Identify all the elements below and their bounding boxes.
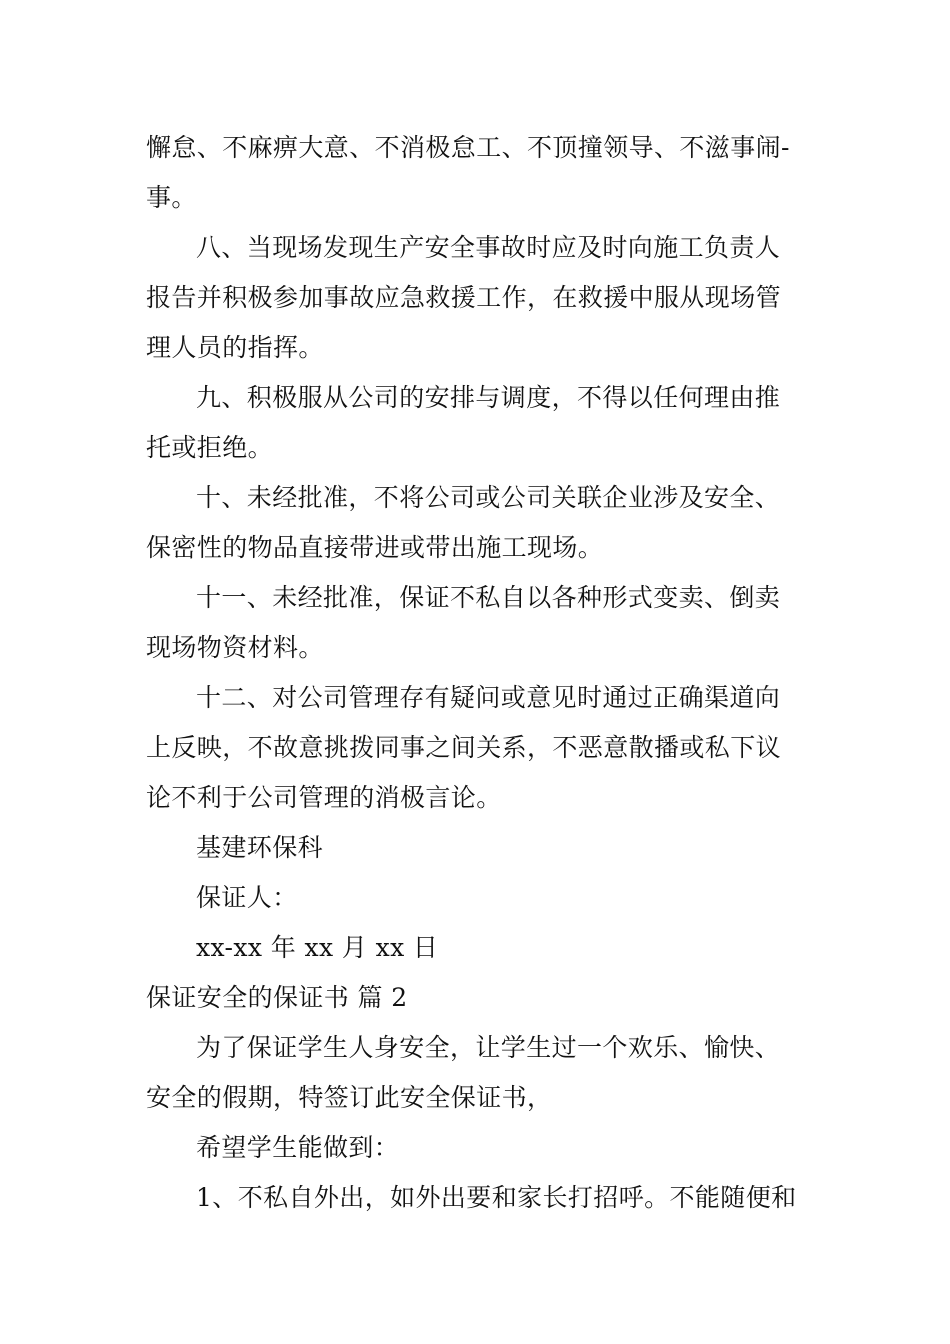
text-line: 安全的假期，特签订此安全保证书， — [146, 1083, 553, 1112]
text-line: 现场物资材料。 — [146, 633, 324, 662]
text-line: 理人员的指挥。 — [146, 333, 324, 362]
text-line: 论不利于公司管理的消极言论。 — [146, 783, 502, 812]
paragraph-item-11: 十一、未经批准，保证不私自以各种形式变卖、倒卖 — [196, 583, 781, 612]
paragraph-expectation: 希望学生能做到： — [196, 1133, 400, 1162]
paragraph-intro: 为了保证学生人身安全，让学生过一个欢乐、愉快、 — [196, 1033, 781, 1062]
paragraph-item-1: 1、不私自外出，如外出要和家长打招呼。不能随便和 — [196, 1183, 797, 1212]
paragraph-item-10: 十、未经批准，不将公司或公司关联企业涉及安全、 — [196, 483, 781, 512]
signature-department: 基建环保科 — [196, 833, 324, 862]
text-line: 报告并积极参加事故应急救援工作，在救援中服从现场管 — [146, 283, 782, 312]
signature-guarantor: 保证人： — [196, 883, 298, 912]
paragraph-item-9: 九、积极服从公司的安排与调度，不得以任何理由推 — [196, 383, 781, 412]
text-line: 保密性的物品直接带进或带出施工现场。 — [146, 533, 604, 562]
paragraph-item-8: 八、当现场发现生产安全事故时应及时向施工负责人 — [196, 233, 781, 262]
text-line: 事。 — [146, 183, 197, 212]
text-line: 懈怠、不麻痹大意、不消极怠工、不顶撞领导、不滋事闹- — [146, 133, 790, 162]
paragraph-item-12: 十二、对公司管理存有疑问或意见时通过正确渠道向 — [196, 683, 781, 712]
text-line: 托或拒绝。 — [146, 433, 274, 462]
section-heading: 保证安全的保证书 篇 2 — [146, 983, 408, 1012]
signature-date: xx-xx 年 xx 月 xx 日 — [196, 933, 439, 962]
text-line: 上反映，不故意挑拨同事之间关系，不恶意散播或私下议 — [146, 733, 782, 762]
